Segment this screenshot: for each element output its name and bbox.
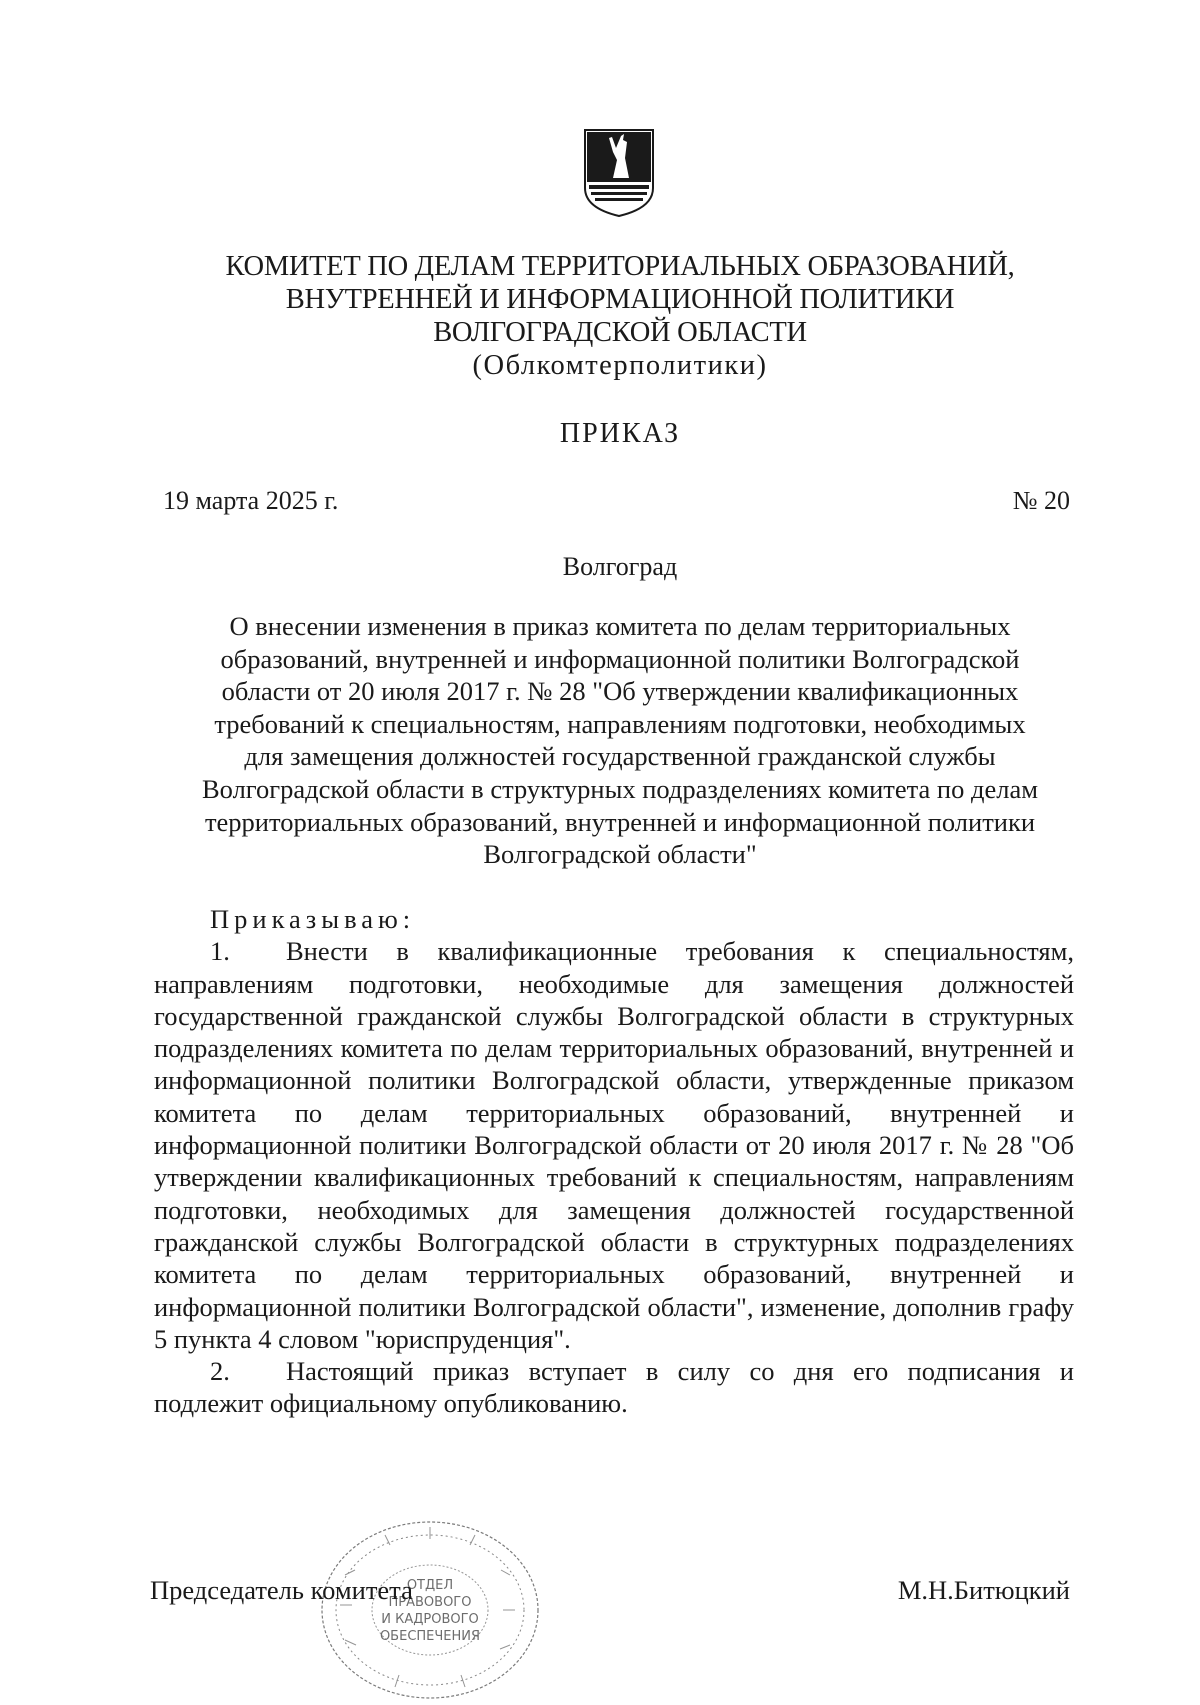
document-city: Волгоград [562,552,678,581]
header-line-2: ВНУТРЕННЕЙ И ИНФОРМАЦИОННОЙ ПОЛИТИКИ [285,284,955,315]
document-body [154,903,1074,1420]
paragraph-text: Настоящий приказ вступает в силу со дня его подписания и подлежит официальному опубликованию. [154,1356,1074,1419]
subject-line: требований к специальностям, направлениям подготовки, необходимых [214,708,1026,739]
paragraph-number: 2. [210,1356,230,1387]
subject-line: территориальных образований, внутренней и информационной политики [204,806,1036,837]
seal-line: ОТДЕЛ [406,1578,454,1593]
seal-line: И КАДРОВОГО [381,1612,479,1627]
paragraph-1 [154,935,1074,1355]
subject-line: О внесении изменения в приказ комитета по делам территориальных [229,611,1011,641]
seal-line: ПРАВОВОГО [388,1595,472,1610]
paragraph-2 [154,1355,1074,1420]
seal-line: ОБЕСПЕЧЕНИЯ [379,1629,481,1644]
subject-line: образований, внутренней и информационной политики Волгоградской [220,643,1020,674]
organization-header [150,250,1090,382]
document-number: № 20 [1012,486,1070,515]
header-abbreviation: (Облкомтерполитики) [472,350,768,381]
document-subject [160,610,1080,871]
header-line-3: ВОЛГОГРАДСКОЙ ОБЛАСТИ [433,317,807,348]
document-date: 19 марта 2025 г. [163,486,339,515]
command-word: Приказываю: [210,904,416,934]
coat-of-arms-emblem [583,128,655,218]
header-line-1: КОМИТЕТ ПО ДЕЛАМ ТЕРРИТОРИАЛЬНЫХ ОБРАЗОВАНИЙ, [225,251,1015,282]
paragraph-number: 1. [210,936,230,967]
paragraph-text: Внести в квалификационные требования к специальностям, направлениям подготовки, необходимые для замещения должностей государственной гражданской службы Волгоградской области в структурных подразделениях комитета по делам территориальных образований, внутренней и информационной политики Волгоградской области, утвержденные приказом комитета по делам территориальных образований, внутренней и информационной политики Волгоградской области от 20 июля 2017 г. № 28 "Об утверждении квалификационных требований к специальностям, направлениям подготовки, необходимых для замещения должностей государственной гражданской службы Волгоградской области в структурных подразделениях комитета по делам территориальных образований, внутренней и информационной политики Волгоградской области", изменение, дополнив графу 5 пункта 4 словом "юриспруденция". [154,936,1074,1354]
signatory-name: М.Н.Битюцкий [897,1575,1070,1605]
subject-line: Волгоградской области в структурных подразделениях комитета по делам [202,773,1038,804]
subject-line: Волгоградской области" [483,839,757,870]
subject-line: для замещения должностей государственной гражданской службы [244,741,996,772]
document-type-title: ПРИКАЗ [559,418,681,449]
signatory-position: Председатель комитета [150,1575,413,1605]
subject-line: области от 20 июля 2017 г. № 28 "Об утверждении квалификационных [221,676,1019,707]
official-seal-stamp [315,1515,545,1705]
